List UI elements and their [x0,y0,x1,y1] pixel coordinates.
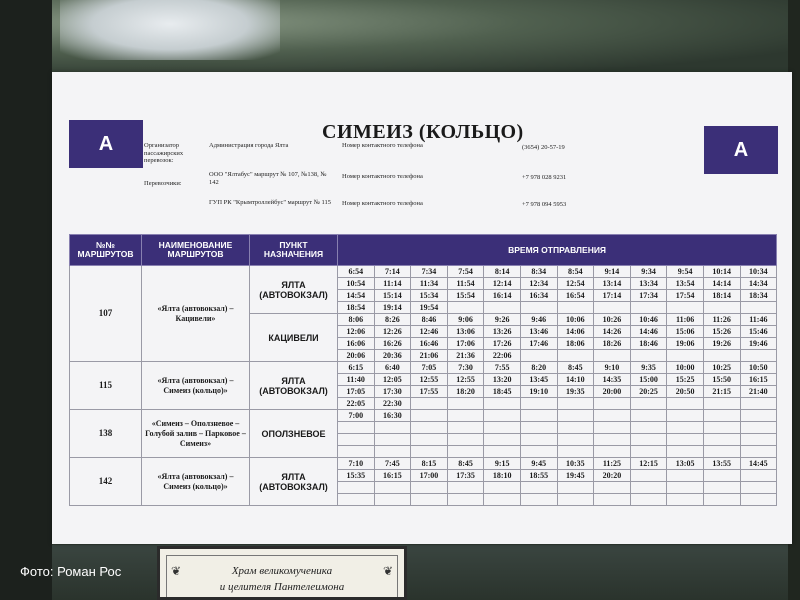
ornament-icon: ❦ [171,564,182,578]
departure-time-cell: 10:34 [740,266,777,278]
departure-time-cell [667,410,704,422]
departure-time-cell [484,494,521,506]
departure-time-cell [447,422,484,434]
departure-time-cell [338,494,375,506]
departure-time-cell: 8:46 [411,314,448,326]
table-row [70,362,777,374]
departure-time-cell [667,494,704,506]
departure-time-cell [374,422,411,434]
departure-time-cell [667,398,704,410]
departure-time-cell: 17:35 [447,470,484,482]
destination-stop: КАЦИВЕЛИ [250,314,338,362]
departure-time-cell: 10:14 [703,266,740,278]
departure-time-cell [740,302,777,314]
departure-time-cell: 16:14 [484,290,521,302]
departure-time-cell: 10:50 [740,362,777,374]
departure-time-cell [703,302,740,314]
departure-time-cell: 19:45 [557,470,594,482]
background-sky [60,0,280,60]
departure-time-cell [338,446,375,458]
departure-time-cell: 11:26 [703,314,740,326]
departure-time-cell [520,446,557,458]
ornament-icon: ❦ [382,564,393,578]
departure-time-cell: 14:34 [740,278,777,290]
departure-time-cell [630,494,667,506]
departure-time-cell: 18:34 [740,290,777,302]
departure-time-cell: 15:46 [740,326,777,338]
departure-time-cell: 21:40 [740,386,777,398]
departure-time-cell: 18:46 [630,338,667,350]
departure-time-cell: 7:00 [338,410,375,422]
departure-time-cell [667,422,704,434]
departure-time-cell: 8:06 [338,314,375,326]
departure-time-cell [338,422,375,434]
departure-time-cell [520,302,557,314]
destination-stop: ЯЛТА (АВТОВОКЗАЛ) [250,266,338,314]
departure-time-cell: 18:20 [447,386,484,398]
departure-time-cell [740,422,777,434]
departure-time-cell: 9:26 [484,314,521,326]
departure-time-cell [411,482,448,494]
departure-time-cell: 20:36 [374,350,411,362]
departure-time-cell: 10:46 [630,314,667,326]
departure-time-cell: 10:25 [703,362,740,374]
departure-time-cell: 15:00 [630,374,667,386]
departure-time-cell [703,470,740,482]
departure-time-cell: 17:46 [520,338,557,350]
departure-time-cell [594,302,631,314]
departure-time-cell: 19:26 [703,338,740,350]
departure-time-cell [630,470,667,482]
departure-time-cell [447,482,484,494]
departure-time-cell [520,482,557,494]
departure-time-cell: 11:14 [374,278,411,290]
notice-line-1: Храм великомученика [231,565,333,577]
departure-time-cell [740,482,777,494]
departure-time-cell: 19:10 [520,386,557,398]
departure-time-cell [594,446,631,458]
departure-time-cell: 13:55 [703,458,740,470]
departure-time-cell [557,302,594,314]
departure-time-cell: 14:26 [594,326,631,338]
departure-time-cell: 14:14 [703,278,740,290]
departure-time-cell [594,434,631,446]
departure-time-cell: 19:14 [374,302,411,314]
departure-time-cell [447,410,484,422]
route-number: 107 [70,266,142,362]
departure-time-cell: 11:40 [338,374,375,386]
departure-time-cell [484,422,521,434]
departure-time-cell [703,446,740,458]
departure-time-cell: 16:54 [557,290,594,302]
departure-time-cell: 7:34 [411,266,448,278]
departure-time-cell: 10:54 [338,278,375,290]
departure-time-cell: 19:35 [557,386,594,398]
departure-time-cell: 12:34 [520,278,557,290]
departure-time-cell: 14:10 [557,374,594,386]
departure-time-cell [520,494,557,506]
departure-time-cell [484,410,521,422]
departure-time-cell [630,350,667,362]
departure-time-cell [484,482,521,494]
departure-time-cell: 14:46 [630,326,667,338]
phone-1: (3654) 20-57-19 [522,144,565,151]
departure-time-cell [740,494,777,506]
departure-time-cell [338,434,375,446]
departure-time-cell: 13:20 [484,374,521,386]
departure-time-cell: 9:15 [484,458,521,470]
departure-time-cell: 13:34 [630,278,667,290]
departure-time-cell: 12:06 [338,326,375,338]
departure-time-cell: 8:34 [520,266,557,278]
departure-time-cell [630,434,667,446]
destination-stop: ЯЛТА (АВТОВОКЗАЛ) [250,362,338,410]
route-number: 115 [70,362,142,410]
departure-time-cell: 7:14 [374,266,411,278]
departure-time-cell: 15:34 [411,290,448,302]
departure-time-cell [557,446,594,458]
departure-time-cell: 7:45 [374,458,411,470]
departure-time-cell [667,434,704,446]
departure-time-cell: 19:46 [740,338,777,350]
departure-time-cell: 10:35 [557,458,594,470]
departure-time-cell: 18:55 [520,470,557,482]
departure-time-cell [484,434,521,446]
departure-time-cell [520,410,557,422]
departure-time-cell: 11:34 [411,278,448,290]
departure-time-cell: 17:54 [667,290,704,302]
route-name: «Ялта (автовокзал) – Кацивели» [142,266,250,362]
departure-time-cell: 21:36 [447,350,484,362]
departure-time-cell: 19:54 [411,302,448,314]
departure-time-cell [520,434,557,446]
departure-time-cell: 9:14 [594,266,631,278]
departure-time-cell [594,494,631,506]
departure-time-cell [594,410,631,422]
departure-time-cell: 18:26 [594,338,631,350]
departure-time-cell [740,470,777,482]
departure-time-cell: 13:06 [447,326,484,338]
departure-time-cell [484,446,521,458]
departure-time-cell [630,410,667,422]
departure-time-cell: 15:14 [374,290,411,302]
departure-time-cell: 15:06 [667,326,704,338]
departure-time-cell: 18:14 [703,290,740,302]
departure-time-cell: 13:45 [520,374,557,386]
departure-time-cell [557,434,594,446]
departure-time-cell: 11:25 [594,458,631,470]
departure-time-cell: 16:30 [374,410,411,422]
departure-time-cell: 20:06 [338,350,375,362]
departure-time-cell: 21:06 [411,350,448,362]
departure-time-cell [703,482,740,494]
departure-time-cell: 22:05 [338,398,375,410]
departure-time-cell [484,302,521,314]
departure-time-cell: 7:10 [338,458,375,470]
departure-time-cell: 9:06 [447,314,484,326]
departure-time-cell: 16:15 [374,470,411,482]
departure-time-cell [447,302,484,314]
route-number: 142 [70,458,142,506]
route-name: «Симеиз – Оползневое – Голубой залив – Парковое – Симеиз» [142,410,250,458]
departure-time-cell [374,482,411,494]
departure-time-cell: 12:46 [411,326,448,338]
departure-time-cell: 8:26 [374,314,411,326]
departure-time-cell: 11:54 [447,278,484,290]
table-row [70,458,777,470]
departure-time-cell: 14:06 [557,326,594,338]
departure-time-cell: 18:10 [484,470,521,482]
departure-time-cell [630,302,667,314]
departure-time-cell: 21:15 [703,386,740,398]
departure-time-cell [447,494,484,506]
schedule-table [69,234,777,506]
page-title: СИМЕИЗ (КОЛЬЦО) [322,121,524,143]
departure-time-cell [667,446,704,458]
departure-time-cell: 22:30 [374,398,411,410]
departure-time-cell [703,422,740,434]
phone-2: +7 978 028 9231 [522,174,567,181]
departure-time-cell: 12:55 [411,374,448,386]
departure-time-cell [703,434,740,446]
departure-time-cell [703,410,740,422]
departure-time-cell: 8:45 [447,458,484,470]
departure-time-cell [447,446,484,458]
departure-time-cell [447,434,484,446]
window-frame-left [0,0,52,600]
departure-time-cell: 17:26 [484,338,521,350]
departure-time-cell: 16:06 [338,338,375,350]
departure-time-cell: 12:15 [630,458,667,470]
departure-time-cell [740,434,777,446]
departure-time-cell [594,422,631,434]
departure-time-cell: 15:54 [447,290,484,302]
route-name: «Ялта (автовокзал) – Симеиз (кольцо)» [142,458,250,506]
departure-time-cell: 9:45 [520,458,557,470]
organizer-value: Администрация города Ялта [209,142,289,149]
departure-time-cell: 7:55 [484,362,521,374]
departure-time-cell: 18:54 [338,302,375,314]
departure-time-cell: 10:00 [667,362,704,374]
departure-time-cell: 20:50 [667,386,704,398]
departure-time-cell: 17:30 [374,386,411,398]
departure-time-cell: 9:35 [630,362,667,374]
departure-time-cell [667,350,704,362]
carrier-2: ГУП РК "Крымтроллейбус" маршрут № 115 [209,199,332,206]
departure-time-cell: 15:26 [703,326,740,338]
organizer-label: Организатор пассажирских перевозок: [144,142,184,164]
departure-time-cell [667,482,704,494]
departure-time-cell: 13:46 [520,326,557,338]
departure-time-cell: 17:00 [411,470,448,482]
departure-time-cell: 17:34 [630,290,667,302]
departure-time-cell [411,446,448,458]
schedule-body [70,266,777,506]
departure-time-cell: 8:15 [411,458,448,470]
phone-label-3: Номер контактного телефона [342,200,423,207]
departure-time-cell: 12:05 [374,374,411,386]
departure-time-cell [520,350,557,362]
departure-time-cell: 13:54 [667,278,704,290]
departure-time-cell: 6:40 [374,362,411,374]
departure-time-cell [557,422,594,434]
departure-time-cell [594,482,631,494]
departure-time-cell: 20:20 [594,470,631,482]
departure-time-cell [447,398,484,410]
departure-time-cell [557,482,594,494]
departure-time-cell: 7:54 [447,266,484,278]
departure-time-cell [520,422,557,434]
departure-time-cell: 20:25 [630,386,667,398]
departure-time-cell [411,434,448,446]
departure-time-cell: 16:34 [520,290,557,302]
departure-time-cell [740,446,777,458]
departure-time-cell: 7:30 [447,362,484,374]
departure-time-cell [740,350,777,362]
departure-time-cell: 11:06 [667,314,704,326]
departure-time-cell: 8:45 [557,362,594,374]
departure-time-cell: 19:06 [667,338,704,350]
departure-time-cell: 15:35 [338,470,375,482]
departure-time-cell: 14:45 [740,458,777,470]
departure-time-cell [411,494,448,506]
departure-time-cell: 13:26 [484,326,521,338]
departure-time-cell [703,494,740,506]
departure-time-cell: 8:14 [484,266,521,278]
departure-time-cell: 13:05 [667,458,704,470]
departure-time-cell: 14:35 [594,374,631,386]
departure-time-cell: 15:50 [703,374,740,386]
departure-time-cell [557,350,594,362]
departure-time-cell: 9:46 [520,314,557,326]
departure-time-cell [411,410,448,422]
departure-time-cell [374,446,411,458]
departure-time-cell [411,398,448,410]
departure-time-cell: 14:54 [338,290,375,302]
header-route-no: №№ МАРШРУТОВ [70,235,142,266]
departure-time-cell: 17:05 [338,386,375,398]
phone-3: +7 978 094 5953 [522,201,567,208]
departure-time-cell: 8:20 [520,362,557,374]
departure-time-cell [557,398,594,410]
departure-time-cell: 10:06 [557,314,594,326]
departure-time-cell [557,410,594,422]
departure-time-cell: 22:06 [484,350,521,362]
notice-line-2: и целителя Пантелеимона [219,581,345,593]
departure-time-cell [667,302,704,314]
departure-time-cell: 16:15 [740,374,777,386]
departure-time-cell: 12:54 [557,278,594,290]
departure-time-cell [520,398,557,410]
carrier-1: ООО "Ялтабус" маршрут № 107, №138, № 142 [209,171,327,186]
header-stop: ПУНКТ НАЗНАЧЕНИЯ [250,235,338,266]
departure-time-cell: 8:54 [557,266,594,278]
departure-time-cell: 12:26 [374,326,411,338]
header-departure-times: ВРЕМЯ ОТПРАВЛЕНИЯ [338,235,777,266]
departure-time-cell [630,482,667,494]
departure-time-cell: 9:10 [594,362,631,374]
departure-time-cell: 12:14 [484,278,521,290]
departure-time-cell: 18:45 [484,386,521,398]
departure-time-cell [630,446,667,458]
departure-time-cell: 16:26 [374,338,411,350]
photo-credit: Фото: Роман Рос [20,564,122,579]
destination-stop: ОПОЛЗНЕВОЕ [250,410,338,458]
departure-time-cell: 11:46 [740,314,777,326]
phone-label-1: Номер контактного телефона [342,142,423,149]
departure-time-cell [411,422,448,434]
departure-time-cell [667,470,704,482]
departure-time-cell [630,398,667,410]
departure-time-cell [703,350,740,362]
bus-stop-badge-right: A [704,126,778,174]
departure-time-cell [594,350,631,362]
departure-time-cell [630,422,667,434]
departure-time-cell: 9:54 [667,266,704,278]
table-row [70,266,777,278]
phone-label-2: Номер контактного телефона [342,173,423,180]
route-name: «Ялта (автовокзал) – Симеиз (кольцо)» [142,362,250,410]
departure-time-cell: 20:00 [594,386,631,398]
departure-time-cell: 15:25 [667,374,704,386]
header-route-name: НАИМЕНОВАНИЕ МАРШРУТОВ [142,235,250,266]
departure-time-cell: 13:14 [594,278,631,290]
departure-time-cell: 12:55 [447,374,484,386]
departure-time-cell [703,398,740,410]
departure-time-cell: 16:46 [411,338,448,350]
departure-time-cell: 17:06 [447,338,484,350]
departure-time-cell: 17:14 [594,290,631,302]
route-number: 138 [70,410,142,458]
departure-time-cell [557,494,594,506]
timetable-sheet [52,72,792,544]
table-header-row [70,235,777,266]
departure-time-cell [374,494,411,506]
departure-time-cell: 9:34 [630,266,667,278]
departure-time-cell: 6:54 [338,266,375,278]
departure-time-cell: 17:55 [411,386,448,398]
departure-time-cell [484,398,521,410]
table-row [70,410,777,422]
departure-time-cell [338,482,375,494]
departure-time-cell: 7:05 [411,362,448,374]
destination-stop: ЯЛТА (АВТОВОКЗАЛ) [250,458,338,506]
departure-time-cell: 10:26 [594,314,631,326]
departure-time-cell [594,398,631,410]
departure-time-cell: 6:15 [338,362,375,374]
bus-stop-badge-left: A [69,120,143,168]
carriers-label: Перевозчики: [144,180,182,187]
departure-time-cell [740,410,777,422]
departure-time-cell: 18:06 [557,338,594,350]
church-notice-sign [157,546,407,600]
departure-time-cell [740,398,777,410]
departure-time-cell [374,434,411,446]
